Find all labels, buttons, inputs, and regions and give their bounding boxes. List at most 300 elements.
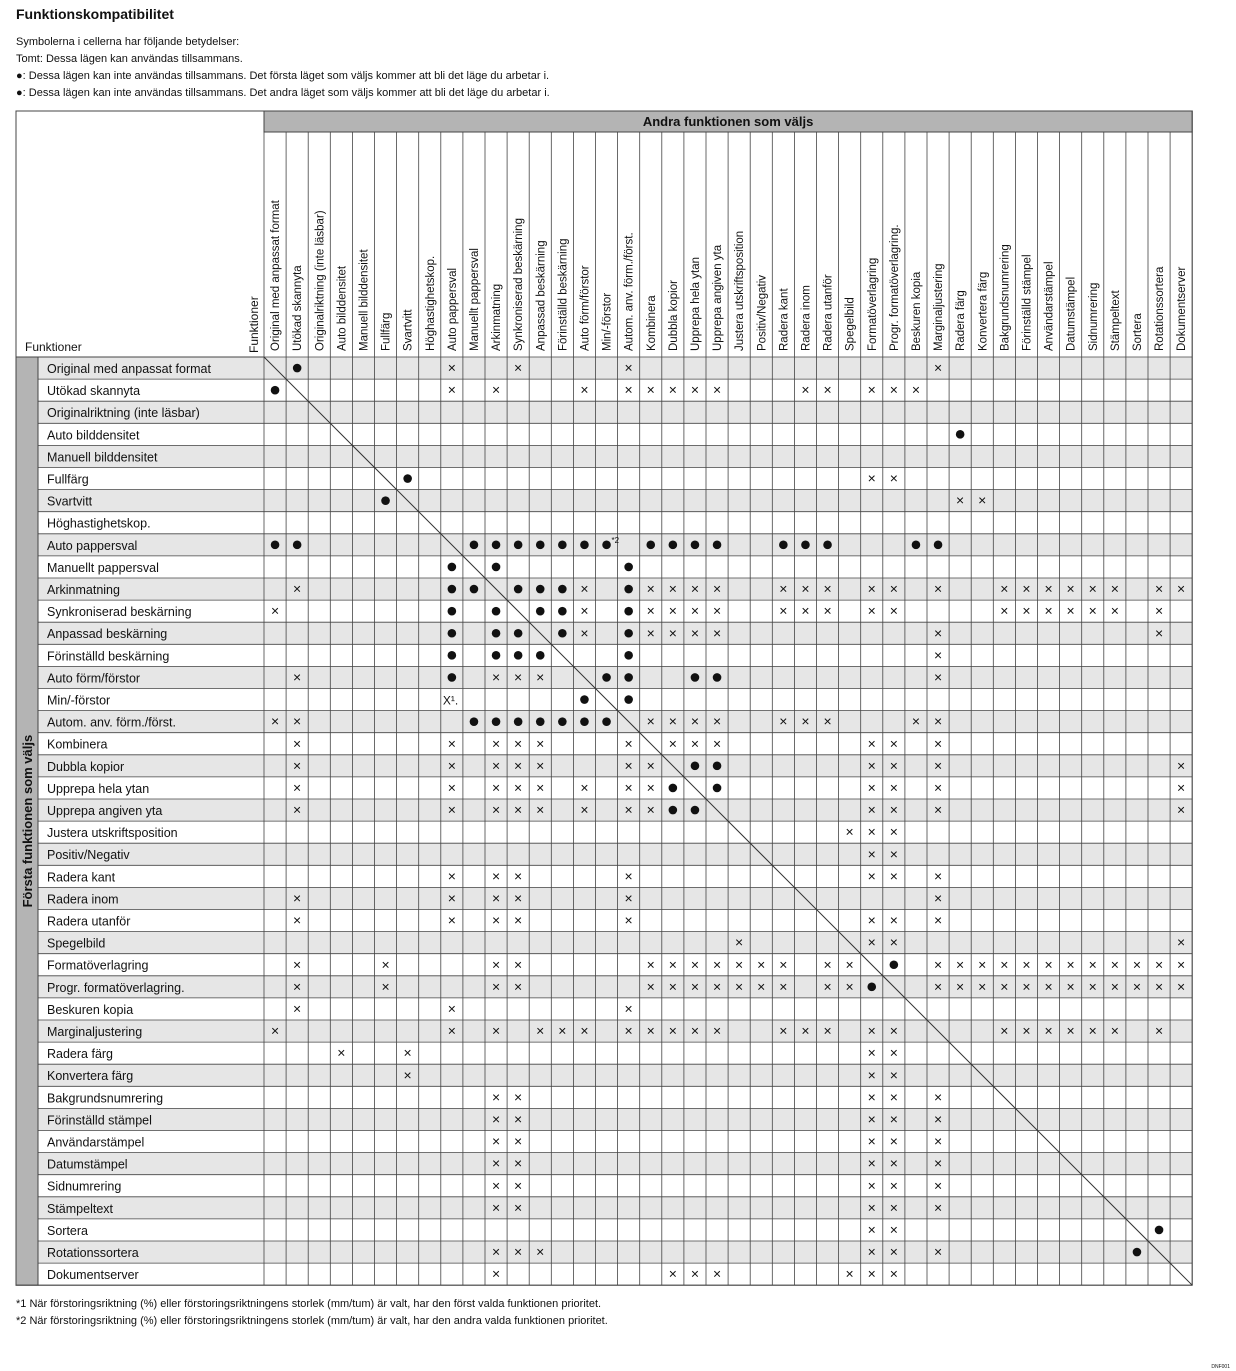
dot-mark xyxy=(867,983,876,992)
cross-mark: × xyxy=(889,1243,898,1260)
row-label: Användarstämpel xyxy=(47,1135,145,1150)
row-label: Radera inom xyxy=(47,892,119,907)
cross-mark: × xyxy=(491,779,501,796)
cross-mark: × xyxy=(911,713,921,730)
row-label: Auto förm/förstor xyxy=(47,671,141,686)
cross-mark: × xyxy=(867,1199,876,1216)
dot-mark xyxy=(580,717,589,726)
cross-mark: × xyxy=(491,1022,501,1039)
column-header: Beskuren kopia xyxy=(910,271,923,351)
cross-mark: × xyxy=(801,580,810,597)
dot-mark xyxy=(448,607,457,616)
row-label: Utökad skannyta xyxy=(47,384,141,399)
dot-mark xyxy=(912,541,921,550)
cross-mark: × xyxy=(712,1022,722,1039)
legend-line: ●: Dessa lägen kan inte användas tillsammans. Det första läget som väljs kommer att bli det läge du arbetar i. xyxy=(16,70,550,82)
cross-mark: × xyxy=(889,735,898,752)
dot-mark xyxy=(602,717,611,726)
cross-mark: × xyxy=(867,867,876,884)
row-shade xyxy=(38,357,1192,379)
cross-mark: × xyxy=(712,713,722,730)
cross-mark: × xyxy=(646,713,655,730)
row-label: Dokumentserver xyxy=(47,1268,139,1283)
cross-mark: × xyxy=(933,668,943,685)
dot-mark xyxy=(293,541,302,550)
cross-mark: × xyxy=(1177,580,1186,597)
cross-mark: × xyxy=(889,1177,898,1194)
cross-mark: × xyxy=(1154,1022,1164,1039)
cross-mark: × xyxy=(491,381,501,398)
cross-mark: × xyxy=(845,1265,854,1282)
row-shade xyxy=(38,445,1192,467)
cross-mark: × xyxy=(514,912,523,929)
cross-mark: × xyxy=(801,713,810,730)
cross-mark: × xyxy=(690,381,700,398)
cross-mark: × xyxy=(646,580,655,597)
cross-mark: × xyxy=(491,1133,501,1150)
cross-mark: × xyxy=(1044,978,1053,995)
cross-mark: × xyxy=(646,779,655,796)
cross-mark: × xyxy=(1000,956,1009,973)
cross-mark: × xyxy=(1022,602,1031,619)
cross-mark: × xyxy=(867,580,876,597)
column-header: Upprepa angiven yta xyxy=(712,244,725,351)
cross-mark: × xyxy=(491,1243,501,1260)
cross-mark: × xyxy=(712,580,722,597)
cross-mark: × xyxy=(735,956,744,973)
cross-mark: × xyxy=(690,735,700,752)
dot-mark xyxy=(492,717,501,726)
row-label: Auto pappersval xyxy=(47,538,138,553)
column-header: Original med anpassat format xyxy=(270,200,283,351)
dot-mark xyxy=(536,607,545,616)
cross-mark: × xyxy=(867,1088,876,1105)
cross-mark: × xyxy=(712,978,722,995)
dot-mark xyxy=(580,541,589,550)
cross-mark: × xyxy=(514,1177,523,1194)
cross-mark: × xyxy=(823,1022,832,1039)
cross-mark: × xyxy=(889,1155,898,1172)
cross-mark: × xyxy=(823,580,832,597)
cross-mark: × xyxy=(779,1022,788,1039)
column-header: Datumstämpel xyxy=(1065,276,1078,351)
dot-mark xyxy=(713,784,722,793)
cross-mark: × xyxy=(491,912,501,929)
dot-mark xyxy=(536,585,545,594)
cross-mark: × xyxy=(1154,624,1164,641)
cross-mark: × xyxy=(801,602,810,619)
cross-mark: × xyxy=(270,713,280,730)
cross-mark: × xyxy=(712,735,722,752)
cross-mark: × xyxy=(447,867,456,884)
cross-mark: × xyxy=(889,1221,898,1238)
cross-mark: × xyxy=(491,889,501,906)
dot-mark xyxy=(470,717,479,726)
column-header: Användarstämpel xyxy=(1043,261,1056,351)
row-label: Svartvitt xyxy=(47,494,93,509)
cross-mark: × xyxy=(668,624,677,641)
cross-mark: × xyxy=(779,580,788,597)
cross-mark: × xyxy=(690,1022,700,1039)
cross-mark: × xyxy=(580,801,589,818)
column-header: Auto bilddensitet xyxy=(336,265,349,351)
column-header: Förinställd stämpel xyxy=(1021,254,1034,351)
column-header: Manuellt pappersval xyxy=(468,248,481,351)
cross-mark: × xyxy=(845,823,854,840)
column-header: Förinställd beskärning xyxy=(557,238,570,351)
cross-mark: × xyxy=(867,934,876,951)
cross-mark: × xyxy=(712,381,722,398)
dot-mark xyxy=(890,960,899,969)
cross-mark: × xyxy=(911,381,921,398)
cross-mark: × xyxy=(889,1110,898,1127)
column-header: Progr. formatöverlagring. xyxy=(888,224,901,351)
dot-mark xyxy=(669,541,678,550)
dot-mark xyxy=(536,717,545,726)
cross-mark: × xyxy=(646,978,655,995)
column-header: Höghastighetskop. xyxy=(424,255,437,351)
cross-mark: × xyxy=(779,602,788,619)
row-label: Original med anpassat format xyxy=(47,362,211,376)
cross-mark: × xyxy=(293,580,302,597)
dot-mark xyxy=(448,585,457,594)
cross-mark: × xyxy=(558,1022,567,1039)
cross-mark: × xyxy=(867,845,876,862)
cross-mark: × xyxy=(624,1000,633,1017)
row-label: Manuell bilddensitet xyxy=(47,450,158,465)
cross-mark: × xyxy=(447,889,456,906)
cross-mark: × xyxy=(646,757,655,774)
column-header: Originalriktning (inte läsbar) xyxy=(314,210,327,351)
cross-mark: × xyxy=(668,978,677,995)
column-header: Autom. anv. förm./först. xyxy=(623,232,636,351)
cross-mark: × xyxy=(889,580,898,597)
column-header: Auto förm/förstor xyxy=(579,265,592,351)
column-header: Svartvitt xyxy=(402,309,415,351)
dot-mark xyxy=(558,607,567,616)
cross-mark: × xyxy=(624,1022,633,1039)
dot-mark xyxy=(381,496,390,505)
row-label: Stämpeltext xyxy=(47,1201,114,1216)
cross-mark: × xyxy=(337,1044,346,1061)
dot-mark xyxy=(624,563,633,572)
cross-mark: × xyxy=(514,779,523,796)
cross-mark: × xyxy=(536,1022,545,1039)
cross-mark: × xyxy=(624,779,633,796)
cross-mark: × xyxy=(668,713,677,730)
cross-mark: × xyxy=(889,1265,898,1282)
row-shade xyxy=(38,843,1192,865)
cross-mark: × xyxy=(624,867,633,884)
cross-mark: × xyxy=(270,602,280,619)
row-label: Förinställd stämpel xyxy=(47,1113,152,1128)
cross-mark: × xyxy=(293,779,302,796)
cross-mark: × xyxy=(536,801,545,818)
cross-mark: × xyxy=(668,602,677,619)
cross-mark: × xyxy=(933,359,943,376)
row-label: Konvertera färg xyxy=(47,1069,134,1084)
cross-mark: × xyxy=(514,1110,523,1127)
cross-mark: × xyxy=(536,757,545,774)
row-shade xyxy=(38,1020,1192,1042)
cross-mark: × xyxy=(668,1265,677,1282)
column-header: Auto pappersval xyxy=(446,267,459,351)
row-label: Justera utskriftsposition xyxy=(47,826,178,841)
cross-mark: × xyxy=(1088,1022,1097,1039)
cross-mark: × xyxy=(381,956,390,973)
row-group-header: Första funktionen som väljs xyxy=(20,734,35,908)
cross-mark: × xyxy=(668,1022,677,1039)
cross-mark: × xyxy=(867,823,876,840)
cross-mark: × xyxy=(757,956,766,973)
cross-mark: × xyxy=(933,646,943,663)
cross-mark: × xyxy=(867,1221,876,1238)
figure-code: DNF001 xyxy=(1211,1364,1230,1370)
cross-mark: × xyxy=(956,956,965,973)
cross-mark: × xyxy=(956,978,965,995)
dot-mark xyxy=(713,673,722,682)
cross-mark: × xyxy=(956,492,965,509)
dot-mark xyxy=(691,673,700,682)
cross-mark: × xyxy=(447,912,456,929)
cross-mark: × xyxy=(933,889,943,906)
column-header: Min/-förstor xyxy=(601,292,614,351)
column-header: Dokumentserver xyxy=(1176,266,1189,351)
cross-mark: × xyxy=(779,956,788,973)
column-header: Sortera xyxy=(1131,313,1144,351)
cross-mark: × xyxy=(646,602,655,619)
dot-mark xyxy=(448,673,457,682)
cross-mark: × xyxy=(1110,580,1119,597)
cross-mark: × xyxy=(823,713,832,730)
dot-mark xyxy=(293,364,302,373)
corner-row-label: Funktioner xyxy=(25,340,82,354)
cross-mark: × xyxy=(889,779,898,796)
cross-mark: × xyxy=(889,602,898,619)
cross-mark: × xyxy=(514,757,523,774)
cross-mark: × xyxy=(1000,602,1009,619)
dot-mark xyxy=(536,651,545,660)
dot-mark xyxy=(691,806,700,815)
dot-mark xyxy=(624,629,633,638)
dot-mark xyxy=(271,386,280,395)
row-shade xyxy=(38,490,1192,512)
column-header: Rotationssortera xyxy=(1154,266,1167,351)
row-label: Höghastighetskop. xyxy=(47,516,151,531)
cross-mark: × xyxy=(1088,978,1097,995)
cross-mark: × xyxy=(514,956,523,973)
cross-mark: × xyxy=(889,845,898,862)
dot-mark xyxy=(558,541,567,550)
dot-mark xyxy=(448,563,457,572)
row-label: Förinställd beskärning xyxy=(47,649,170,664)
column-header: Konvertera färg xyxy=(977,271,990,351)
row-label: Dubbla kopior xyxy=(47,759,125,774)
cross-mark: × xyxy=(668,735,677,752)
row-label: Anpassad beskärning xyxy=(47,627,168,642)
cross-mark: × xyxy=(1000,978,1009,995)
cross-mark: × xyxy=(447,779,456,796)
dot-mark xyxy=(602,541,611,550)
cross-mark: × xyxy=(491,801,501,818)
cross-mark: × xyxy=(1066,1022,1075,1039)
cross-mark: × xyxy=(1066,602,1075,619)
dot-mark xyxy=(492,541,501,550)
cross-mark: × xyxy=(933,801,943,818)
dot-mark xyxy=(1133,1248,1142,1257)
cross-mark: × xyxy=(668,956,677,973)
cross-mark: × xyxy=(1022,580,1031,597)
row-shade xyxy=(38,1153,1192,1175)
cross-mark: × xyxy=(580,381,589,398)
cross-mark: × xyxy=(933,1133,943,1150)
cross-mark: × xyxy=(624,381,633,398)
row-label: Radera utanför xyxy=(47,914,131,929)
column-header: Utökad skannyta xyxy=(292,265,305,351)
row-label: Progr. formatöverlagring. xyxy=(47,980,185,995)
cross-mark: × xyxy=(823,956,832,973)
cross-mark: × xyxy=(646,801,655,818)
dot-mark xyxy=(624,585,633,594)
cross-mark: × xyxy=(514,1133,523,1150)
cross-mark: × xyxy=(293,713,302,730)
cross-mark: × xyxy=(933,580,943,597)
column-header: Justera utskriftsposition xyxy=(734,230,747,351)
legend-line: Tomt: Dessa lägen kan användas tillsammans. xyxy=(16,53,243,65)
column-header: Arkinmatning xyxy=(491,283,504,351)
cross-mark: × xyxy=(867,1265,876,1282)
row-label: Rotationssortera xyxy=(47,1246,139,1260)
dot-mark xyxy=(1155,1226,1164,1235)
cross-mark: × xyxy=(580,602,589,619)
cross-mark: × xyxy=(933,867,943,884)
column-header: Dubbla kopior xyxy=(667,280,680,351)
row-label: Formatöverlagring xyxy=(47,958,149,973)
cross-mark: × xyxy=(491,1177,501,1194)
cross-mark: × xyxy=(1132,956,1142,973)
footnote-1: *1 När förstoringsriktning (%) eller förstoringsriktningens storlek (mm/tum) är valt, har den först valda funktionen prioritet. xyxy=(16,1298,602,1310)
row-shade xyxy=(38,711,1192,733)
cross-mark: × xyxy=(801,381,810,398)
dot-mark xyxy=(558,717,567,726)
cross-mark: × xyxy=(403,1044,412,1061)
corner-col-label: Funktioner xyxy=(247,296,261,353)
cross-mark: × xyxy=(712,602,722,619)
dot-mark xyxy=(801,541,810,550)
row-label: Upprepa angiven yta xyxy=(47,804,163,818)
cross-mark: × xyxy=(867,1177,876,1194)
column-header: Marginaljustering xyxy=(933,263,946,351)
row-label: Synkroniserad beskärning xyxy=(47,605,192,620)
cross-mark: × xyxy=(293,735,302,752)
row-label: Autom. anv. förm./först. xyxy=(47,715,176,730)
cross-mark: × xyxy=(889,1022,898,1039)
cross-mark: × xyxy=(491,1199,501,1216)
dot-mark xyxy=(448,651,457,660)
row-label: Spegelbild xyxy=(47,936,106,951)
dot-mark xyxy=(492,629,501,638)
cross-mark: × xyxy=(514,801,523,818)
cross-mark: × xyxy=(293,1000,302,1017)
legend-line: ●: Dessa lägen kan inte användas tillsammans. Det andra läget som väljs kommer att bli det läge du arbetar i. xyxy=(16,87,550,99)
cross-mark: × xyxy=(668,580,677,597)
cross-mark: × xyxy=(646,956,655,973)
cross-mark: × xyxy=(1088,580,1097,597)
row-label: Manuellt pappersval xyxy=(47,560,159,575)
cross-mark: × xyxy=(514,735,523,752)
cross-mark: × xyxy=(889,1199,898,1216)
cross-mark: × xyxy=(889,757,898,774)
cross-mark: × xyxy=(646,381,655,398)
cross-mark: × xyxy=(867,1243,876,1260)
cross-mark: × xyxy=(1066,956,1075,973)
cross-mark: × xyxy=(491,757,501,774)
column-header: Manuell bilddensitet xyxy=(358,249,371,351)
cross-mark: × xyxy=(690,956,700,973)
cross-mark: × xyxy=(933,1243,943,1260)
dot-mark xyxy=(448,629,457,638)
dot-mark xyxy=(646,541,655,550)
cross-mark: × xyxy=(867,1133,876,1150)
cross-mark: × xyxy=(1022,978,1031,995)
row-shade xyxy=(38,666,1192,688)
cross-mark: × xyxy=(447,801,456,818)
column-header: Upprepa hela ytan xyxy=(689,257,702,351)
cross-mark: × xyxy=(491,1088,501,1105)
cross-mark: × xyxy=(1177,956,1186,973)
row-shade xyxy=(38,1064,1192,1086)
cross-mark: × xyxy=(889,1066,898,1083)
row-shade xyxy=(38,1241,1192,1263)
column-header: Kombinera xyxy=(645,295,658,351)
cross-mark: × xyxy=(933,1177,943,1194)
cross-mark: × xyxy=(889,934,898,951)
cross-mark: × xyxy=(447,1022,456,1039)
legend-line: Symbolerna i cellerna har följande betydelser: xyxy=(16,36,240,48)
cross-mark: × xyxy=(1110,978,1119,995)
dot-mark xyxy=(514,585,523,594)
cross-mark: × xyxy=(293,912,302,929)
cross-mark: × xyxy=(1110,602,1119,619)
dot-mark xyxy=(536,541,545,550)
cross-mark: × xyxy=(735,934,744,951)
cross-mark: × xyxy=(712,1265,722,1282)
cross-mark: × xyxy=(514,1243,523,1260)
cross-mark: × xyxy=(867,1066,876,1083)
column-header: Radera utanför xyxy=(822,274,835,351)
cross-mark: × xyxy=(933,757,943,774)
cross-mark: × xyxy=(933,912,943,929)
row-shade xyxy=(38,755,1192,777)
cross-mark: × xyxy=(491,1265,501,1282)
row-shade xyxy=(38,976,1192,998)
row-shade xyxy=(38,1197,1192,1219)
cross-mark: × xyxy=(403,1066,412,1083)
cross-mark: × xyxy=(757,978,766,995)
dot-mark xyxy=(624,695,633,704)
cross-mark: × xyxy=(668,381,677,398)
cross-mark: × xyxy=(933,978,943,995)
cross-mark: × xyxy=(514,668,523,685)
cross-mark: × xyxy=(1000,1022,1009,1039)
cross-mark: × xyxy=(1110,956,1119,973)
cross-mark: × xyxy=(1154,956,1164,973)
row-label: Arkinmatning xyxy=(47,583,120,597)
cross-mark: × xyxy=(580,580,589,597)
cross-mark: × xyxy=(536,668,545,685)
cross-mark: × xyxy=(447,359,456,376)
dot-mark xyxy=(779,541,788,550)
